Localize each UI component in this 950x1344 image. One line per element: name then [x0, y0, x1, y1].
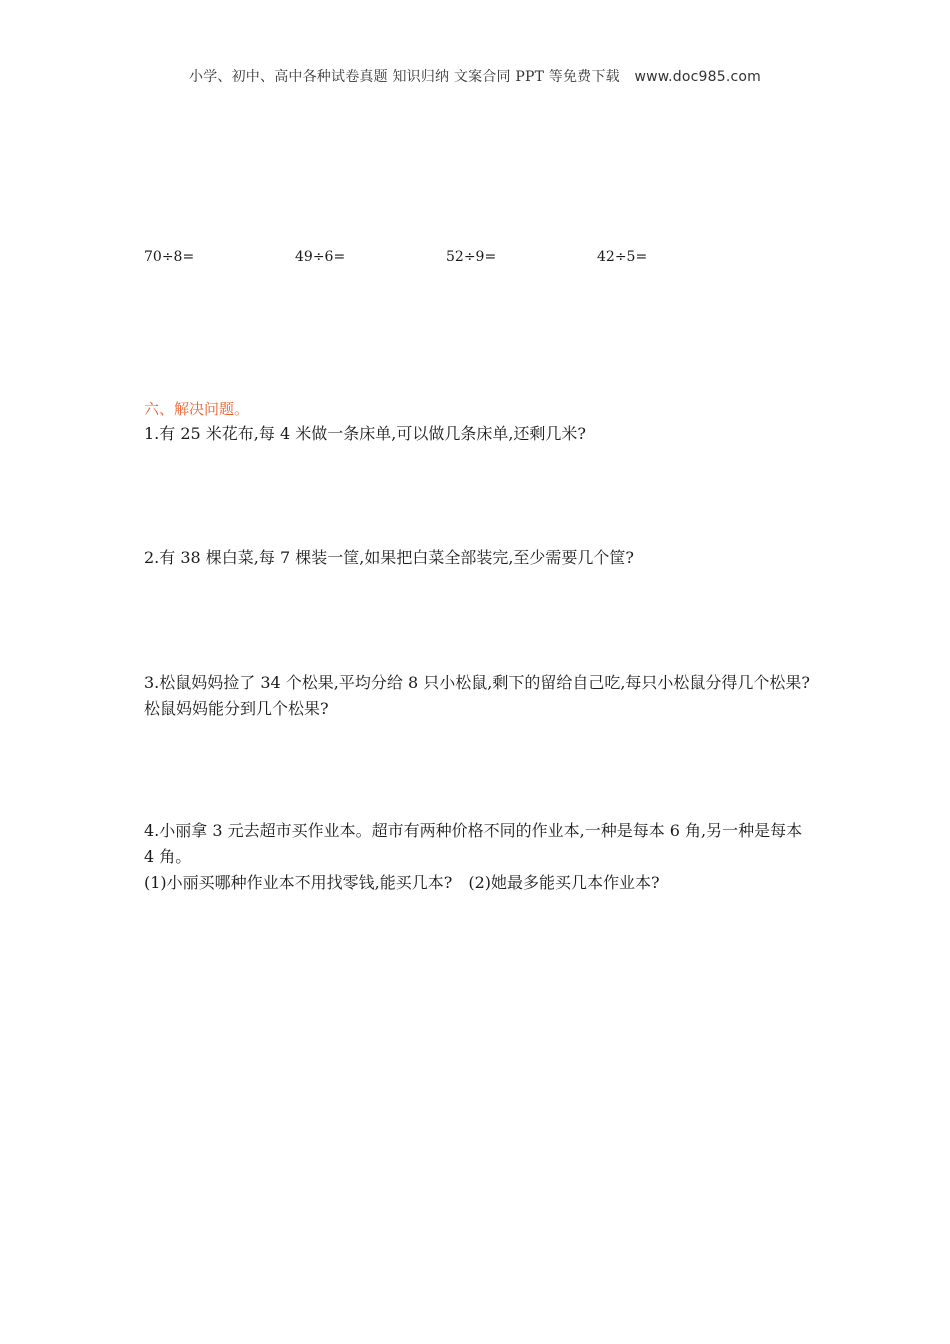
calc-item-1: 70÷8= — [144, 249, 195, 265]
problem-4-subquestions: (1)小丽买哪种作业本不用找零钱,能买几本? (2)她最多能买几本作业本? — [144, 873, 660, 892]
section-title: 六、解决问题。 — [144, 400, 250, 418]
problem-2: 2.有 38 棵白菜,每 7 棵装一筐,如果把白菜全部装完,至少需要几个筐? — [144, 548, 634, 567]
problem-4 — [144, 818, 812, 896]
problem-3: 3.松鼠妈妈捡了 34 个松果,平均分给 8 只小松鼠,剩下的留给自己吃,每只小松鼠分得几个松果?松鼠妈妈能分到几个松果? — [144, 673, 810, 718]
page-header — [0, 66, 950, 86]
calc-item-2: 49÷6= — [295, 249, 346, 265]
problem-1: 1.有 25 米花布,每 4 米做一条床单,可以做几条床单,还剩几米? — [144, 424, 586, 443]
header-site: www.doc985.com — [634, 69, 761, 85]
calc-item-4: 42÷5= — [597, 249, 648, 265]
header-text: 小学、初中、高中各种试卷真题 知识归纳 文案合同 PPT 等免费下载 — [189, 69, 620, 85]
calc-item-3: 52÷9= — [446, 249, 497, 265]
problem-4-text: 4.小丽拿 3 元去超市买作业本。超市有两种价格不同的作业本,一种是每本 6 角,另一种是每本 4 角。 — [144, 821, 803, 866]
